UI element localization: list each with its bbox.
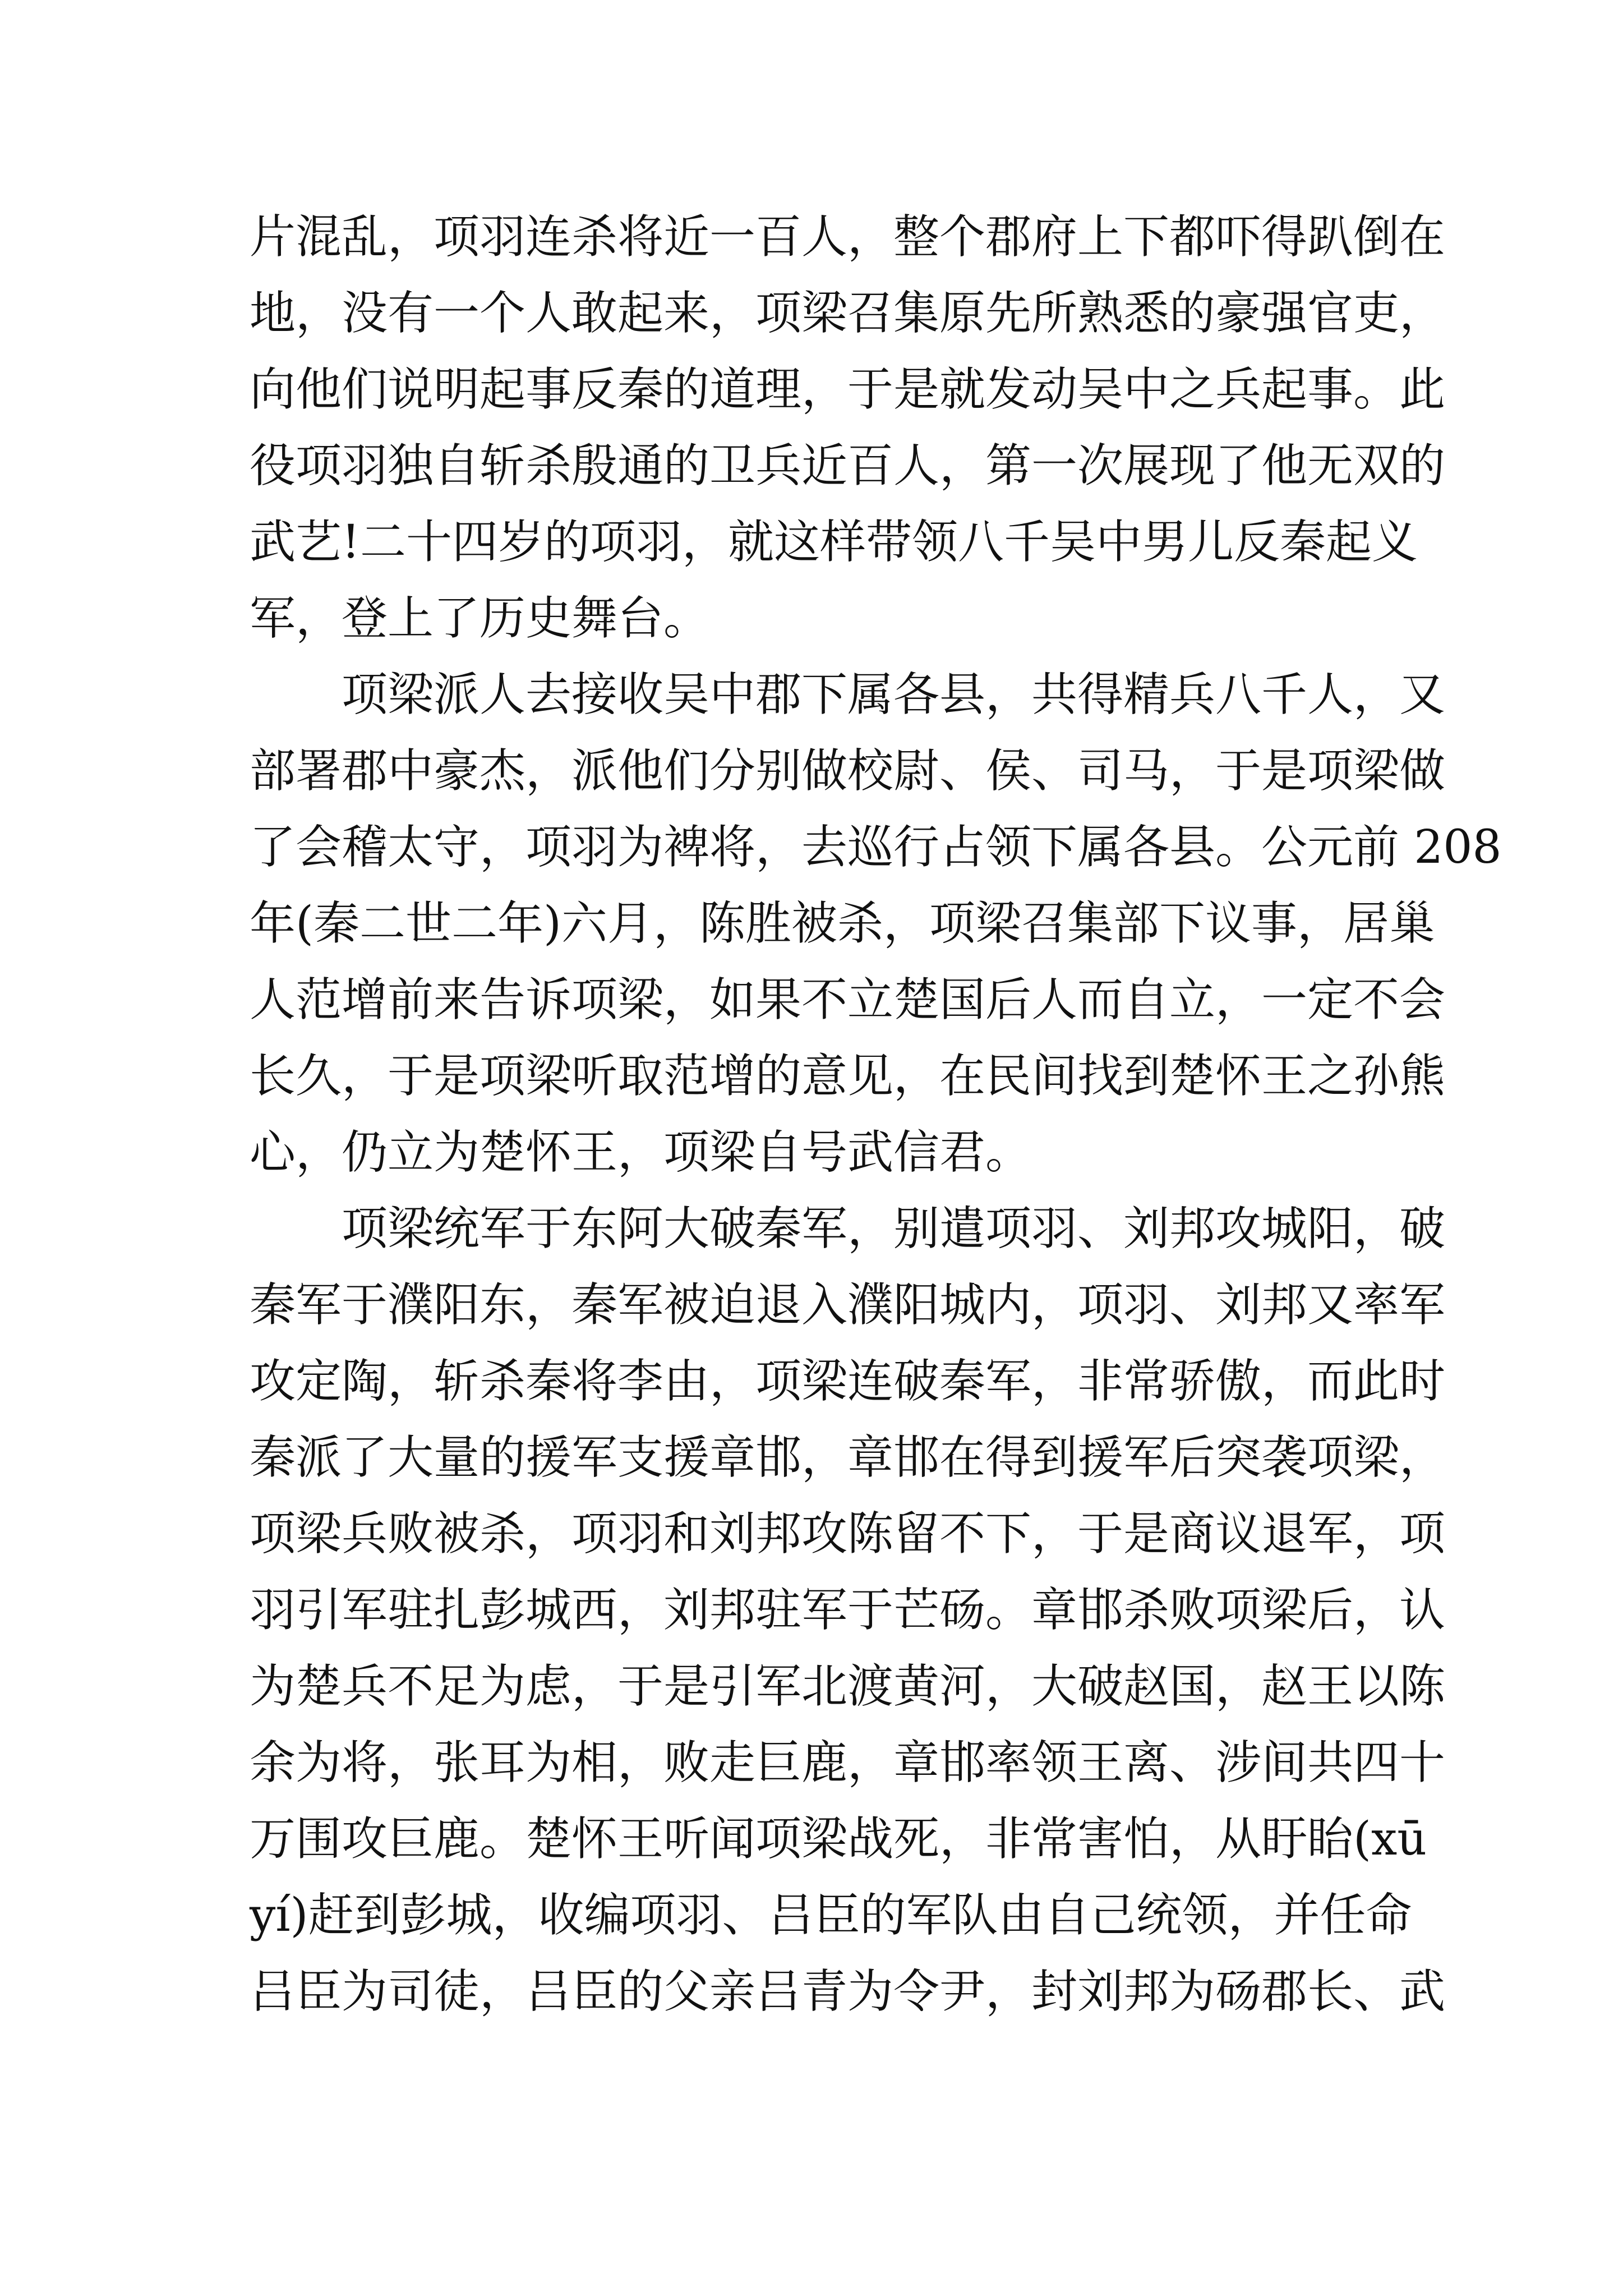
text-line: yí)赶到彭城，收编项羽、吕臣的军队由自己统领，并任命 xyxy=(250,1889,1412,1942)
text-line: 武艺!二十四岁的项羽，就这样带领八千吴中男儿反秦起义 xyxy=(250,516,1418,569)
text-line: 万围攻巨鹿。楚怀王听闻项梁战死，非常害怕，从盱眙(xū xyxy=(250,1812,1427,1866)
text-line: 攻定陶，斩杀秦将李由，项梁连破秦军，非常骄傲，而此时 xyxy=(250,1355,1446,1408)
text-line: 秦派了大量的援军支援章邯，章邯在得到援军后突袭项梁， xyxy=(250,1431,1446,1484)
text-line: 心，仍立为楚怀王，项梁自号武信君。 xyxy=(250,1126,1032,1179)
text-line: 年(秦二世二年)六月，陈胜被杀，项梁召集部下议事，居巢 xyxy=(250,897,1435,950)
paragraph-3 xyxy=(250,1191,1446,2030)
text-line: 秦军于濮阳东，秦军被迫退入濮阳城内，项羽、刘邦又率军 xyxy=(250,1278,1446,1332)
text-line: 长久，于是项梁听取范增的意见，在民间找到楚怀王之孙熊 xyxy=(250,1050,1446,1103)
text-line: 役项羽独自斩杀殷通的卫兵近百人，第一次展现了他无双的 xyxy=(250,439,1446,493)
text-line: 项梁兵败被杀，项羽和刘邦攻陈留不下，于是商议退军，项 xyxy=(250,1507,1446,1561)
paragraph-2 xyxy=(250,657,1502,1191)
text-line: 部署郡中豪杰，派他们分别做校尉、侯、司马，于是项梁做 xyxy=(250,744,1446,798)
text-line: 吕臣为司徒，吕臣的父亲吕青为令尹，封刘邦为砀郡长、武 xyxy=(250,1965,1446,2018)
text-line: 羽引军驻扎彭城西，刘邦驻军于芒砀。章邯杀败项梁后，认 xyxy=(250,1584,1446,1637)
text-line: 地，没有一个人敢起来，项梁召集原先所熟悉的豪强官吏， xyxy=(250,287,1446,340)
text-line: 了会稽太守，项羽为裨将，去巡行占领下属各县。公元前 208 xyxy=(250,821,1502,874)
text-line: 项梁派人去接收吴中郡下属各县，共得精兵八千人，又 xyxy=(342,668,1446,721)
text-line: 为楚兵不足为虑，于是引军北渡黄河，大破赵国，赵王以陈 xyxy=(250,1660,1446,1713)
document-body xyxy=(250,199,1502,2030)
text-line: 人范增前来告诉项梁，如果不立楚国后人而自立，一定不会 xyxy=(250,973,1446,1027)
text-line: 片混乱，项羽连杀将近一百人，整个郡府上下都吓得趴倒在 xyxy=(250,210,1446,264)
text-line: 项梁统军于东阿大破秦军，别遣项羽、刘邦攻城阳，破 xyxy=(342,1202,1446,1255)
text-line: 军，登上了历史舞台。 xyxy=(250,592,710,645)
text-line: 余为将，张耳为相，败走巨鹿，章邯率领王离、涉间共四十 xyxy=(250,1736,1446,1789)
paragraph-1 xyxy=(250,199,1446,657)
text-line: 向他们说明起事反秦的道理，于是就发动吴中之兵起事。此 xyxy=(250,363,1446,416)
